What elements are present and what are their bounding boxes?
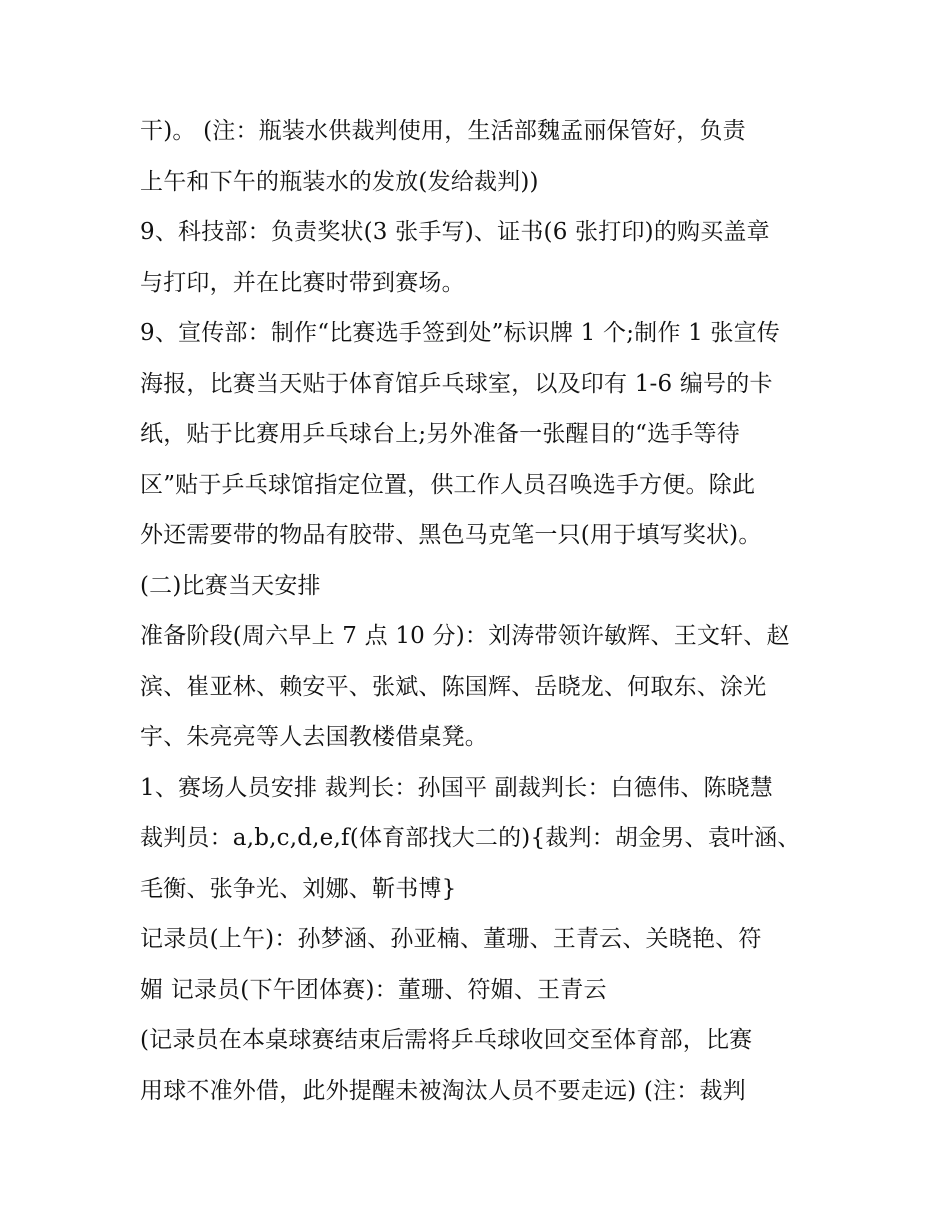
text-line: 海报，比赛当天贴于体育馆乒乓球室，以及印有 1-6 编号的卡 [140,370,773,397]
text-line: 记录员(上午)：孙梦涵、孙亚楠、董珊、王青云、关晓艳、符 [140,926,762,952]
text-line: 宇、朱亮亮等人去国教楼借桌凳。 [140,724,488,750]
text-line: 毛衡、张争光、刘娜、靳书博} [140,875,457,902]
document-body [140,106,820,1116]
text-line: 裁判员：a,b,c,d,e,f(体育部找大二的){裁判：胡金男、袁叶涵、 [140,825,801,851]
text-line: 准备阶段(周六早上 7 点 10 分)：刘涛带领许敏辉、王文轩、赵 [140,623,790,649]
text-line: 9、宣传部：制作“比赛选手签到处”标识牌 1 个;制作 1 张宣传 [140,320,781,346]
text-line: 纸，贴于比赛用乒乓球台上;另外准备一张醒目的“选手等待 [140,421,740,447]
text-line: 外还需要带的物品有胶带、黑色马克笔一只(用于填写奖状)。 [140,522,762,548]
text-line: 干)。 (注：瓶装水供裁判使用，生活部魏孟丽保管好，负责 [140,118,746,144]
text-line: 与打印，并在比赛时带到赛场。 [140,269,465,296]
text-line: 9、科技部：负责奖状(3 张手写)、证书(6 张打印)的购买盖章 [140,219,770,245]
text-line: 媚 记录员(下午团体赛)：董珊、符媚、王青云 [140,976,607,1003]
text-line: 用球不准外借，此外提醒未被淘汰人员不要走远) (注：裁判 [140,1077,746,1104]
text-line: 上午和下午的瓶装水的发放(发给裁判)) [140,168,539,195]
text-line: (记录员在本桌球赛结束后需将乒乓球收回交至体育部，比赛 [140,1027,753,1053]
text-line: 区”贴于乒乓球馆指定位置，供工作人员召唤选手方便。除此 [140,471,756,498]
text-line: 1、赛场人员安排 裁判长：孙国平 副裁判长：白德伟、陈晓慧 [140,774,774,801]
section-heading: (二)比赛当天安排 [140,572,321,599]
text-line: 滨、崔亚林、赖安平、张斌、陈国辉、岳晓龙、何取东、涂光 [140,673,767,700]
